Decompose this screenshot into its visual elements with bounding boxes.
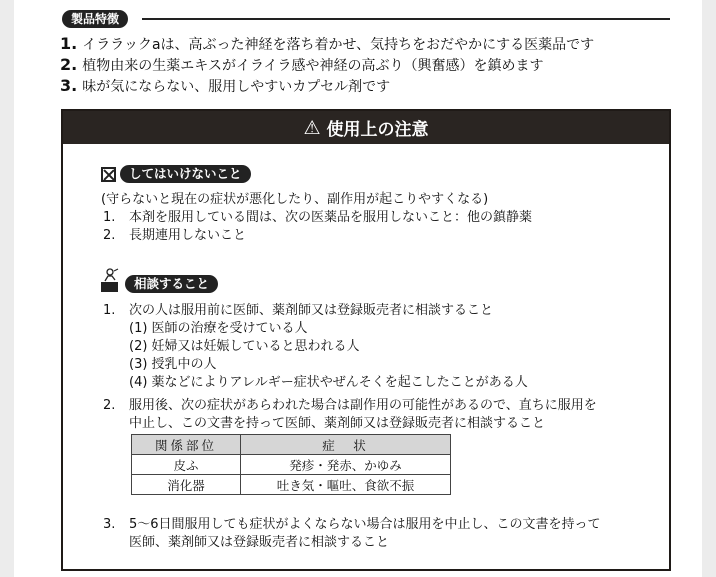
table-header-row [132,435,451,455]
item-text: 本剤を服用している間は、次の医薬品を服用しないこと：他の鎮静薬 [129,210,533,225]
table-row [132,475,451,495]
item-text: 5〜6日間服用しても症状がよくならない場合は服用を中止し、この文書を持って [129,517,601,532]
leaflet-page [14,0,702,577]
consult-item-3-cont: 医師、薬剤師又は登録販売者に相談すること [129,535,390,550]
item-text: 次の人は服用前に医師、薬剤師又は登録販売者に相談すること [129,303,494,318]
consult-sub-item: (4) 薬などによりアレルギー症状やぜんそくを起こしたことがある人 [129,375,528,390]
prohibited-note: (守らないと現在の症状が悪化したり、副作用が起こりやすくなる) [101,192,489,207]
item-number: 2. [103,228,116,243]
feature-item [60,54,700,75]
features-header [62,10,670,28]
prohibited-icon [101,167,116,182]
feature-number: 2. [60,55,78,74]
prohibited-item [103,209,532,226]
item-number: 1. [103,303,116,318]
item-text: 長期連用しないこと [129,228,247,243]
prohibited-item [103,227,246,244]
item-number: 2. [103,398,116,413]
consult-item-2-cont: 中止し、この文書を持って医師、薬剤師又は登録販売者に相談すること [129,416,546,431]
prohibited-heading [101,164,251,184]
caution-title-bar [63,111,669,144]
consult-item-1 [103,302,493,319]
features-list [60,33,700,96]
item-text: 服用後、次の症状があらわれた場合は副作用の可能性があるので、直ちに服用を [129,398,597,413]
side-effect-table [131,434,451,495]
table-cell-symptom: 発疹・発赤、かゆみ [241,455,451,475]
table-header-symptom: 症 状 [241,435,451,455]
consult-sub-item: (2) 妊婦又は妊娠していると思われる人 [129,339,360,354]
item-number: 1. [103,210,116,225]
table-row [132,455,451,475]
item-number: 3. [103,517,116,532]
feature-text: 味が気にならない、服用しやすいカプセル剤です [82,79,391,95]
feature-number: 1. [60,34,78,53]
warning-icon: ⚠ [303,116,321,139]
features-rule [142,18,670,20]
consult-item-2 [103,397,597,414]
table-cell-symptom: 吐き気・嘔吐、食欲不振 [241,475,451,495]
caution-box [61,109,671,571]
feature-number: 3. [60,76,78,95]
features-badge: 製品特徴 [62,10,128,28]
consult-sub-item: (3) 授乳中の人 [129,357,217,372]
consult-heading [101,274,218,294]
prohibited-label: してはいけないこと [120,165,251,183]
caution-title: 使用上の注意 [326,120,429,140]
feature-item [60,75,700,96]
feature-text: 植物由来の生薬エキスがイライラ感や神経の高ぶり（興奮感）を鎮めます [82,58,544,74]
table-header-part: 関係部位 [132,435,241,455]
consult-label: 相談すること [125,275,218,293]
table-cell-part: 皮ふ [132,455,241,475]
feature-item [60,33,700,54]
consult-sub-item: (1) 医師の治療を受けている人 [129,321,308,336]
consult-item-3 [103,516,601,533]
table-cell-part: 消化器 [132,475,241,495]
consult-person-icon [101,268,121,292]
feature-text: イララックaは、高ぶった神経を落ち着かせ、気持ちをおだやかにする医薬品です [82,37,595,53]
